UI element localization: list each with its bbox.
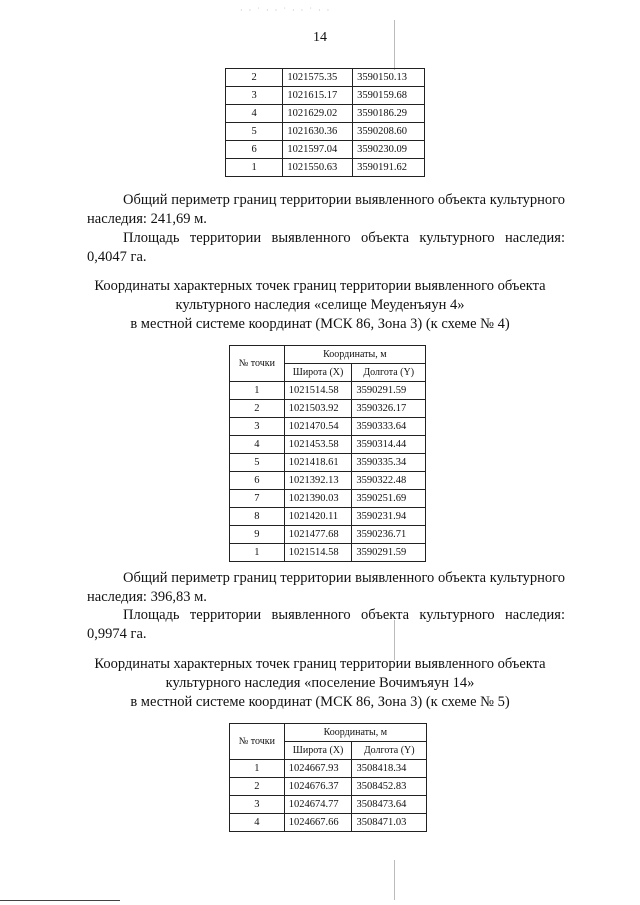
col-header-coords: Координаты, м (284, 346, 425, 364)
longitude-cell: 3590251.69 (352, 490, 426, 508)
latitude-cell: 1024676.37 (284, 778, 352, 796)
heading-line: в местной системе координат (МСК 86, Зона 3) (к схеме № 4) (130, 316, 510, 332)
scan-artifact: · · ˙ · · ˙ · · ˙ · · (240, 6, 332, 15)
latitude-cell: 1024667.66 (284, 814, 352, 832)
point-number-cell: 2 (230, 778, 285, 796)
table-row (226, 141, 425, 159)
table-row (230, 382, 426, 400)
longitude-cell: 3590236.71 (352, 526, 426, 544)
latitude-cell: 1021550.63 (283, 159, 353, 177)
latitude-cell: 1021615.17 (283, 87, 353, 105)
section-heading-3 (60, 655, 580, 712)
longitude-cell: 3590159.68 (353, 87, 425, 105)
area-value-2: Площадь территории выявленного объекта культурного наследия: 0,9974 га. (87, 607, 565, 642)
point-number-cell: 4 (226, 105, 283, 123)
latitude-cell: 1021514.58 (284, 544, 352, 562)
heading-line: в местной системе координат (МСК 86, Зона 3) (к схеме № 5) (130, 694, 510, 710)
point-number-cell: 8 (230, 508, 285, 526)
table-row (230, 454, 426, 472)
table-row (230, 400, 426, 418)
latitude-cell: 1021503.92 (284, 400, 352, 418)
table-row (230, 436, 426, 454)
latitude-cell: 1024667.93 (284, 760, 352, 778)
point-number-cell: 2 (226, 69, 283, 87)
longitude-cell: 3508452.83 (352, 778, 427, 796)
latitude-cell: 1021629.02 (283, 105, 353, 123)
longitude-cell: 3590291.59 (352, 382, 426, 400)
point-number-cell: 5 (230, 454, 285, 472)
point-number-cell: 5 (226, 123, 283, 141)
point-number-cell: 6 (226, 141, 283, 159)
table-row (230, 526, 426, 544)
longitude-cell: 3590150.13 (353, 69, 425, 87)
latitude-cell: 1021390.03 (284, 490, 352, 508)
latitude-cell: 1024674.77 (284, 796, 352, 814)
coordinates-table-2 (229, 345, 426, 562)
heading-line: Координаты характерных точек границ территории выявленного объекта (94, 656, 546, 672)
coordinates-table-1 (225, 68, 425, 177)
longitude-cell: 3590186.29 (353, 105, 425, 123)
longitude-cell: 3590322.48 (352, 472, 426, 490)
area-text-1 (87, 229, 565, 267)
table-row (230, 472, 426, 490)
table-row (230, 796, 427, 814)
longitude-cell: 3590231.94 (352, 508, 426, 526)
area-text-2 (87, 606, 565, 644)
col-header-lat: Широта (X) (284, 742, 352, 760)
latitude-cell: 1021392.13 (284, 472, 352, 490)
perimeter-value-1: Общий периметр границ территории выявленного объекта культурного наследия: 241,69 м. (87, 192, 565, 227)
table-row (226, 69, 425, 87)
table-row (226, 105, 425, 123)
table-row (226, 123, 425, 141)
perimeter-value-2: Общий периметр границ территории выявленного объекта культурного наследия: 396,83 м. (87, 570, 565, 605)
longitude-cell: 3590335.34 (352, 454, 426, 472)
scan-line (394, 860, 395, 900)
latitude-cell: 1021420.11 (284, 508, 352, 526)
table-row (230, 778, 427, 796)
point-number-cell: 3 (226, 87, 283, 105)
perimeter-text-1 (87, 191, 565, 229)
footer-rule (0, 900, 120, 901)
coordinates-table-3 (229, 723, 427, 832)
col-header-point: № точки (230, 724, 285, 760)
longitude-cell: 3508473.64 (352, 796, 427, 814)
longitude-cell: 3508418.34 (352, 760, 427, 778)
latitude-cell: 1021514.58 (284, 382, 352, 400)
point-number-cell: 3 (230, 796, 285, 814)
latitude-cell: 1021477.68 (284, 526, 352, 544)
table-row (230, 418, 426, 436)
table-row (226, 87, 425, 105)
section-heading-2 (60, 277, 580, 334)
point-number-cell: 1 (230, 760, 285, 778)
longitude-cell: 3590230.09 (353, 141, 425, 159)
point-number-cell: 4 (230, 814, 285, 832)
latitude-cell: 1021575.35 (283, 69, 353, 87)
longitude-cell: 3590333.64 (352, 418, 426, 436)
point-number-cell: 1 (230, 382, 285, 400)
point-number-cell: 7 (230, 490, 285, 508)
heading-line: культурного наследия «поселение Вочимъяун 14» (165, 675, 475, 691)
latitude-cell: 1021418.61 (284, 454, 352, 472)
latitude-cell: 1021630.36 (283, 123, 353, 141)
table-row (230, 544, 426, 562)
latitude-cell: 1021597.04 (283, 141, 353, 159)
point-number-cell: 2 (230, 400, 285, 418)
longitude-cell: 3590208.60 (353, 123, 425, 141)
point-number-cell: 1 (226, 159, 283, 177)
longitude-cell: 3590191.62 (353, 159, 425, 177)
longitude-cell: 3590326.17 (352, 400, 426, 418)
col-header-coords: Координаты, м (284, 724, 426, 742)
heading-line: культурного наследия «селище Меуденъяун 4» (175, 297, 465, 313)
col-header-lat: Широта (X) (284, 364, 352, 382)
area-value-1: Площадь территории выявленного объекта культурного наследия: 0,4047 га. (87, 230, 565, 265)
point-number-cell: 1 (230, 544, 285, 562)
point-number-cell: 3 (230, 418, 285, 436)
heading-line: Координаты характерных точек границ территории выявленного объекта (94, 278, 546, 294)
latitude-cell: 1021453.58 (284, 436, 352, 454)
perimeter-text-2 (87, 569, 565, 607)
point-number-cell: 4 (230, 436, 285, 454)
table-row (230, 490, 426, 508)
longitude-cell: 3508471.03 (352, 814, 427, 832)
col-header-lon: Долгота (Y) (352, 364, 426, 382)
table-row (230, 760, 427, 778)
latitude-cell: 1021470.54 (284, 418, 352, 436)
col-header-lon: Долгота (Y) (352, 742, 427, 760)
table-row (230, 814, 427, 832)
point-number-cell: 6 (230, 472, 285, 490)
col-header-point: № точки (230, 346, 285, 382)
longitude-cell: 3590291.59 (352, 544, 426, 562)
longitude-cell: 3590314.44 (352, 436, 426, 454)
table-row (226, 159, 425, 177)
page-number: 14 (313, 30, 327, 45)
point-number-cell: 9 (230, 526, 285, 544)
table-row (230, 508, 426, 526)
